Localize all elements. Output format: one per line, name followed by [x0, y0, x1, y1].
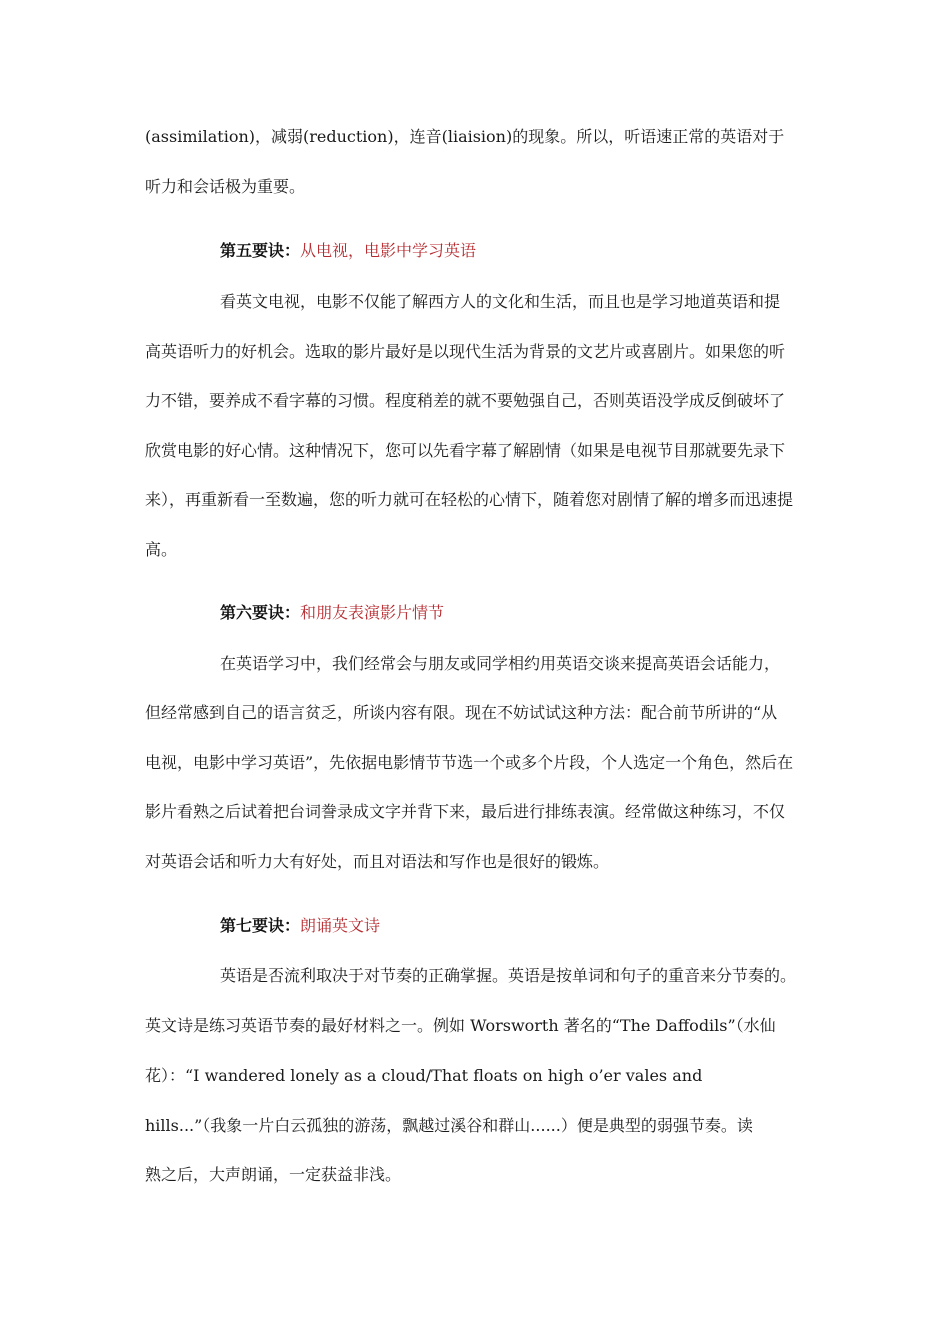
intro-line-1: (assimilation)，减弱(reduction)，连音(liaision)的现象。所以，听语速正常的英语对于	[145, 127, 785, 146]
paragraph-line: 电视，电影中学习英语”，先依据电影情节节选一个或多个片段，个人选定一个角色，然后在	[145, 753, 794, 772]
intro-line-2: 听力和会话极为重要。	[145, 177, 306, 196]
paragraph-line: 来），再重新看一至数遍，您的听力就可在轻松的心情下，随着您对剧情了解的增多而迅速提	[145, 490, 794, 509]
section-title: 从电视，电影中学习英语	[300, 241, 477, 260]
paragraph-line: 熟之后，大声朗诵，一定获益非浅。	[145, 1165, 402, 1184]
paragraph-line: 看英文电视，电影不仅能了解西方人的文化和生活，而且也是学习地道英语和提	[220, 292, 781, 311]
paragraph-line: 高。	[145, 540, 178, 559]
section-label: 第五要诀：	[220, 241, 301, 260]
paragraph-line: 欣赏电影的好心情。这种情况下，您可以先看字幕了解剧情（如果是电视节目那就要先录下	[145, 441, 786, 460]
section-label: 第七要诀：	[220, 916, 301, 935]
paragraph-line: 对英语会话和听力大有好处，而且对语法和写作也是很好的锻炼。	[145, 852, 610, 871]
paragraph-line: hills...”（我象一片白云孤独的游荡，飘越过溪谷和群山......）便是典型的弱强节奏。读	[145, 1116, 753, 1135]
section-heading-5	[220, 241, 476, 261]
paragraph-line: 花）：“I wandered lonely as a cloud/That floats on high o’er vales and	[145, 1066, 703, 1085]
paragraph-line: 但经常感到自己的语言贫乏，所谈内容有限。现在不妨试试这种方法：配合前节所讲的“从	[145, 703, 778, 722]
section-heading-6	[220, 603, 444, 623]
paragraph-line: 英文诗是练习英语节奏的最好材料之一。例如 Worsworth 著名的“The Daffodils”（水仙	[145, 1016, 776, 1035]
paragraph-line: 影片看熟之后试着把台词誊录成文字并背下来，最后进行排练表演。经常做这种练习，不仅	[145, 802, 786, 821]
paragraph-line: 在英语学习中，我们经常会与朋友或同学相约用英语交谈来提高英语会话能力，	[220, 654, 781, 673]
paragraph-line: 高英语听力的好机会。选取的影片最好是以现代生活为背景的文艺片或喜剧片。如果您的听	[145, 342, 786, 361]
section-title: 和朋友表演影片情节	[300, 603, 445, 622]
paragraph-line: 力不错，要养成不看字幕的习惯。程度稍差的就不要勉强自己，否则英语没学成反倒破坏了	[145, 391, 786, 410]
section-label: 第六要诀：	[220, 603, 301, 622]
paragraph-line: 英语是否流利取决于对节奏的正确掌握。英语是按单词和句子的重音来分节奏的。	[220, 966, 797, 985]
section-title: 朗诵英文诗	[300, 916, 381, 935]
section-heading-7	[220, 916, 380, 936]
